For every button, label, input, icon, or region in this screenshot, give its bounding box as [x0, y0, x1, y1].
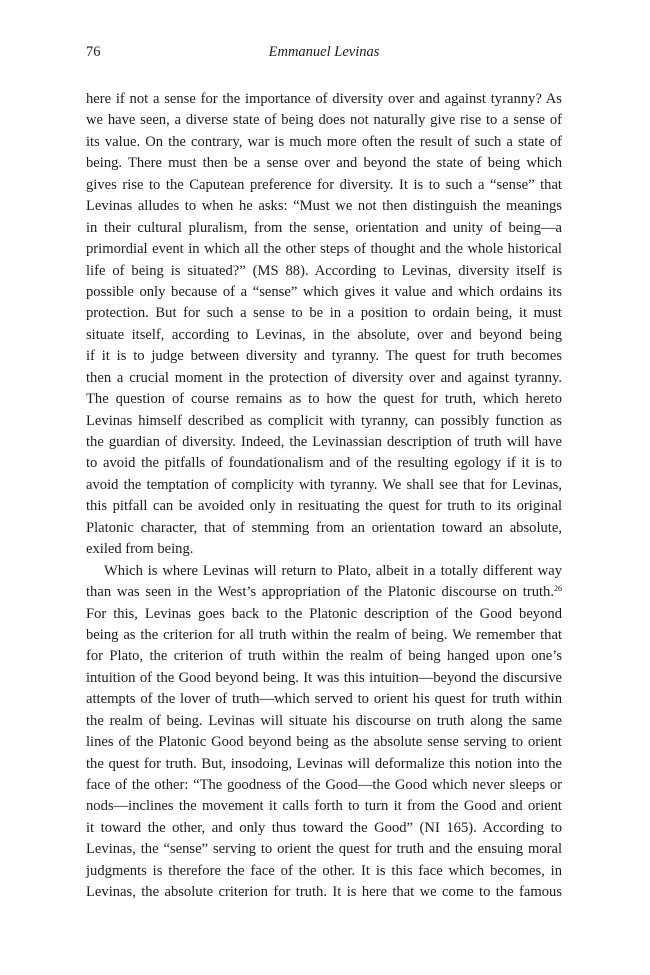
text-line: situate itself, according to Levinas, in the absolute, over and beyond being [86, 326, 562, 343]
page-number: 76 [86, 44, 101, 60]
text-line: avoid the temptation of complicity with tyranny. We shall see that for Levinas, [86, 476, 562, 493]
text-line: Levinas alludes to when he asks: “Must we not then distinguish the meanings [86, 198, 562, 215]
paragraph-end-line: exiled from being. [86, 541, 194, 558]
text-line: face of the other: “The goodness of the Good—the Good which never sleeps or [86, 777, 562, 793]
text-line: for Plato, the criterion of truth within the realm of being hanged upon one’s [86, 648, 562, 665]
text-line: For this, Levinas goes back to the Platonic description of the Good beyond [86, 605, 562, 622]
text-line: if it is to judge between diversity and tyranny. The quest for truth becomes [86, 348, 562, 365]
body-text [86, 89, 562, 904]
running-head-title: Emmanuel Levinas [268, 44, 380, 60]
paragraph-first-line: Which is where Levinas will return to Plato, albeit in a totally different way [104, 562, 562, 579]
text-line: the realm of being. Levinas will situate his discourse on truth along the same [86, 712, 562, 729]
text-line: its value. On the contrary, war is much more often the result of such a state of [86, 133, 562, 150]
footnote-marker: 26 [554, 584, 562, 594]
text-line: Levinas, the “sense” serving to orient the quest for truth and the ensuing moral [86, 841, 562, 858]
text-line: being as the criterion for all truth within the realm of being. We remember that [86, 626, 562, 643]
text-line: attempts of the lover of truth—which served to orient his quest for truth within [86, 691, 562, 708]
running-head [86, 44, 562, 64]
text-line: intuition of the Good beyond being. It was this intuition—beyond the discursive [86, 669, 562, 686]
text-line: nods—inclines the movement it calls forth to turn it from the Good and orient [86, 798, 562, 815]
text-line: Levinas, the absolute criterion for truth. It is here that we come to the famous [86, 884, 562, 901]
text-line: possible only because of a “sense” which gives it value and which ordains its [86, 283, 562, 300]
text-line: Platonic character, that of stemming from an orientation toward an absolute, [86, 519, 562, 536]
text-line: lines of the Platonic Good beyond being as the absolute sense serving to orient [86, 734, 562, 751]
text-line: it toward the other, and only thus toward the Good” (NI 165). According to [86, 819, 562, 836]
text-line: primordial event in which all the other steps of thought and the whole historical [86, 241, 562, 258]
text-line: this pitfall can be avoided only in resituating the quest for truth to its original [86, 498, 562, 515]
text-line: protection. But for such a sense to be in a position to ordain being, it must [86, 305, 562, 322]
text-line: The question of course remains as to how the quest for truth, which hereto [86, 391, 562, 408]
text-line: judgments is therefore the face of the other. It is this face which becomes, in [86, 862, 562, 879]
text-line: we have seen, a diverse state of being does not naturally give rise to a sense of [86, 112, 562, 129]
text-line: to avoid the pitfalls of foundationalism and of the resulting egology if it is to [86, 455, 562, 472]
text-line-content: than was seen in the West’s appropriation of the Platonic discourse on truth. [86, 584, 554, 601]
text-line: life of being is situated?” (MS 88). According to Levinas, diversity itself is [86, 262, 562, 279]
text-line: being. There must then be a sense over and beyond the state of being which [86, 155, 562, 172]
text-line: the quest for truth. But, insodoing, Levinas will deformalize this notion into the [86, 755, 562, 772]
text-line: Levinas himself described as complicit with tyranny, can possibly function as [86, 412, 562, 429]
text-line: in their cultural pluralism, from the sense, orientation and unity of being—a [86, 219, 562, 236]
text-line: the guardian of diversity. Indeed, the Levinassian description of truth will have [86, 434, 562, 450]
text-line: gives rise to the Caputean preference for diversity. It is to such a “sense” that [86, 176, 562, 193]
text-line: then a crucial moment in the protection of diversity over and against tyranny. [86, 369, 562, 386]
text-line-with-footnote [86, 582, 562, 603]
text-line: here if not a sense for the importance of diversity over and against tyranny? As [86, 91, 562, 107]
